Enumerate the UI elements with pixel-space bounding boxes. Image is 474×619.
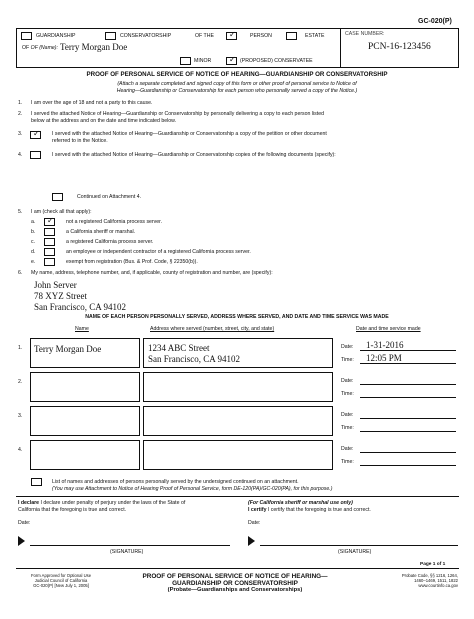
footer-center bbox=[100, 573, 370, 593]
footer-left-line1: Form Approved for Optional Use bbox=[30, 573, 92, 578]
row-name-box[interactable] bbox=[30, 406, 140, 436]
item5a-letter: a. bbox=[31, 219, 36, 225]
row-date-line[interactable] bbox=[360, 384, 456, 385]
row-name: Terry Morgan Doe bbox=[34, 344, 102, 354]
item4-text: I served with the attached Notice of Hearing—Guardianship or Conservatorship copies of the following documents (specify): bbox=[52, 152, 336, 158]
footer-right-line1: Probate Code, §§ 1216, 1264, bbox=[401, 573, 458, 578]
row-time-line[interactable] bbox=[360, 363, 456, 364]
person-label: PERSON bbox=[250, 33, 272, 39]
item5d-checkbox[interactable] bbox=[44, 248, 55, 256]
item5a-checkbox[interactable] bbox=[44, 218, 55, 226]
of-the-label: OF THE bbox=[195, 33, 214, 39]
of-name-label-text: OF (Name): bbox=[30, 45, 58, 51]
row-date-label: Date: bbox=[341, 412, 354, 418]
row-date: 1-31-2016 bbox=[366, 340, 404, 350]
row-number: 4. bbox=[18, 447, 23, 453]
row-time-line[interactable] bbox=[360, 431, 456, 432]
estate-label: ESTATE bbox=[305, 33, 325, 39]
footer-right bbox=[380, 573, 458, 588]
item5c-checkbox[interactable] bbox=[44, 238, 55, 246]
right-signature-line[interactable] bbox=[260, 545, 458, 546]
footer-center-line2: GUARDIANSHIP OR CONSERVATORSHIP bbox=[172, 580, 298, 587]
left-signature-label: (SIGNATURE) bbox=[110, 549, 144, 555]
declare-left-line2: California that the foregoing is true and correct. bbox=[18, 507, 127, 513]
attachment4-label: Continued on Attachment 4. bbox=[77, 194, 142, 200]
col-name-header: Name bbox=[75, 326, 89, 332]
row-address-line1: 1234 ABC Street bbox=[148, 343, 210, 353]
item5d-text: an employee or independent contractor of a registered California process server. bbox=[66, 249, 251, 255]
right-signature-arrow-icon bbox=[248, 536, 255, 546]
case-number-label: CASE NUMBER: bbox=[345, 31, 385, 37]
server-name: John Server bbox=[34, 280, 77, 290]
row-address-box[interactable] bbox=[143, 372, 333, 402]
conservatee-checkbox[interactable] bbox=[226, 57, 237, 65]
row-address-line2: San Francisco, CA 94102 bbox=[148, 354, 240, 364]
list-attachment-line2: (You may use Attachment to Notice of Hearing Proof of Personal Service, form DE-120(PA)/GC-020(PA), for this purpose.) bbox=[52, 486, 333, 492]
item3-checkbox[interactable] bbox=[30, 131, 41, 139]
divider-line bbox=[16, 496, 459, 497]
item6-text: My name, address, telephone number, and, if applicable, county of registration and number, are (specify): bbox=[31, 270, 273, 276]
col-address-header-text: Address where served (number, street, city, and state) bbox=[150, 326, 275, 332]
footer-center-line3: (Probate—Guardianships and Conservatorships) bbox=[167, 587, 303, 593]
item3-number: 3. bbox=[18, 131, 23, 137]
person-checkbox[interactable] bbox=[226, 32, 237, 40]
row-time-label: Time: bbox=[341, 459, 354, 465]
item5-number: 5. bbox=[18, 209, 23, 215]
item5a-text: not a registered California process server. bbox=[66, 219, 163, 225]
row-time-label: Time: bbox=[341, 425, 354, 431]
left-signature-arrow-icon bbox=[18, 536, 25, 546]
estate-checkbox[interactable] bbox=[286, 32, 297, 40]
row-time-line[interactable] bbox=[360, 397, 456, 398]
row-date-label: Date: bbox=[341, 378, 354, 384]
row-time: 12:05 PM bbox=[366, 353, 402, 363]
item3-line2: referred to in the Notice. bbox=[52, 138, 108, 144]
guardianship-checkbox[interactable] bbox=[21, 32, 32, 40]
item5b-text: a California sheriff or marshal. bbox=[66, 229, 136, 235]
item5e-letter: e. bbox=[31, 259, 36, 265]
item5d-letter: d. bbox=[31, 249, 36, 255]
declare-left-text: I declare under penalty of perjury under the laws of the State of bbox=[40, 500, 186, 506]
footer-left-line2: Judicial Council of California bbox=[34, 578, 88, 583]
declare-left-date-label: Date: bbox=[18, 520, 31, 526]
row-date-line[interactable] bbox=[360, 350, 456, 351]
right-signature-label: (SIGNATURE) bbox=[338, 549, 372, 555]
item1-text: I am over the age of 18 and not a party to this cause. bbox=[31, 100, 153, 106]
declare-right-date-label: Date: bbox=[248, 520, 261, 526]
col-datetime-header: Date and time service made bbox=[356, 326, 421, 332]
declare-right-line2: I certify I certify that the foregoing is true and correct. bbox=[248, 507, 371, 513]
caption-person-name: Terry Morgan Doe bbox=[60, 42, 128, 52]
row-number: 3. bbox=[18, 413, 23, 419]
row-number: 1. bbox=[18, 345, 23, 351]
subtitle-line2: Hearing—Guardianship or Conservatorship for each person who personally served a copy of the Notice.) bbox=[116, 88, 358, 94]
row-address-box[interactable] bbox=[143, 440, 333, 470]
conservatorship-label: CONSERVATORSHIP bbox=[120, 33, 172, 39]
item5e-text: exempt from registration (Bus. & Prof. Code, § 22350(b)). bbox=[66, 259, 198, 265]
footer-left-line3: GC-020(P) [New July 1, 2005] bbox=[33, 583, 89, 588]
row-name-box[interactable] bbox=[30, 372, 140, 402]
attachment4-checkbox[interactable] bbox=[52, 193, 63, 201]
footer-center-line1: PROOF OF PERSONAL SERVICE OF NOTICE OF HEARING— bbox=[142, 573, 328, 580]
row-time-label: Time: bbox=[341, 391, 354, 397]
item5c-letter: c. bbox=[31, 239, 36, 245]
item2-line2: below at the address and on the date and time indicated below. bbox=[31, 118, 177, 124]
row-number: 2. bbox=[18, 379, 23, 385]
guardianship-label: GUARDIANSHIP bbox=[36, 33, 76, 39]
row-date-line[interactable] bbox=[360, 452, 456, 453]
subtitle-line1: (Attach a separate completed and signed copy of this form or other proof of personal service to Notice of bbox=[117, 81, 357, 87]
item5-text: I am (check all that apply): bbox=[31, 209, 92, 215]
of-name-label: OF OF (Name): bbox=[22, 45, 58, 51]
item5b-checkbox[interactable] bbox=[44, 228, 55, 236]
footer-left bbox=[22, 573, 100, 588]
page-number: Page 1 of 1 bbox=[420, 562, 446, 567]
row-date-line[interactable] bbox=[360, 418, 456, 419]
footer-right-line3: www.courtinfo.ca.gov bbox=[418, 583, 458, 588]
left-signature-line[interactable] bbox=[30, 545, 230, 546]
conservatorship-checkbox[interactable] bbox=[105, 32, 116, 40]
list-attachment-line1: List of names and addresses of persons personally served by the undersigned continued on an attachment. bbox=[52, 479, 299, 485]
row-address-box[interactable] bbox=[143, 406, 333, 436]
table-heading: NAME OF EACH PERSON PERSONALLY SERVED, ADDRESS WHERE SERVED, AND DATE AND TIME SERVICE WAS MADE bbox=[85, 314, 389, 320]
form-title: PROOF OF PERSONAL SERVICE OF NOTICE OF HEARING—GUARDIANSHIP OR CONSERVATORSHIP bbox=[86, 71, 388, 78]
item5b-letter: b. bbox=[31, 229, 36, 235]
conservatee-label: (PROPOSED) CONSERVATEE bbox=[240, 58, 313, 64]
row-date-label: Date: bbox=[341, 446, 354, 452]
case-number: PCN-16-123456 bbox=[368, 42, 431, 52]
caption-divider bbox=[340, 28, 341, 68]
item4-checkbox[interactable] bbox=[30, 151, 41, 159]
minor-checkbox[interactable] bbox=[180, 57, 191, 65]
declare-right-line1: (For California sheriff or marshal use only) bbox=[248, 500, 353, 506]
declare-right-text: I certify that the foregoing is true and correct. bbox=[267, 507, 371, 513]
item5c-text: a registered California process server. bbox=[66, 239, 154, 245]
row-name-box[interactable] bbox=[30, 440, 140, 470]
item6-number: 6. bbox=[18, 270, 23, 276]
row-date-label: Date: bbox=[341, 344, 354, 350]
footer-divider bbox=[16, 568, 459, 569]
row-time-line[interactable] bbox=[360, 465, 456, 466]
footer-right-line2: 1460–1469, 1511, 1822 bbox=[414, 578, 458, 583]
declare-left-line1: I declare I declare under penalty of perjury under the laws of the State of bbox=[18, 500, 186, 506]
col-address-header bbox=[150, 326, 274, 332]
server-street: 78 XYZ Street bbox=[34, 291, 87, 301]
item1-number: 1. bbox=[18, 100, 23, 106]
minor-label: MINOR bbox=[194, 58, 212, 64]
list-attachment-checkbox[interactable] bbox=[31, 478, 42, 486]
row-time-label: Time: bbox=[341, 357, 354, 363]
server-city: San Francisco, CA 94102 bbox=[34, 302, 126, 312]
item3-line1: I served with the attached Notice of Hearing—Guardianship or Conservatorship a copy of the petition or other document bbox=[52, 131, 327, 137]
item4-number: 4. bbox=[18, 152, 23, 158]
form-id: GC-020(P) bbox=[418, 18, 452, 25]
item5e-checkbox[interactable] bbox=[44, 258, 55, 266]
item2-number: 2. bbox=[18, 111, 23, 117]
item2-line1: I served the attached Notice of Hearing—Guardianship or Conservatorship by personally delivering a copy to each person listed bbox=[31, 111, 324, 117]
